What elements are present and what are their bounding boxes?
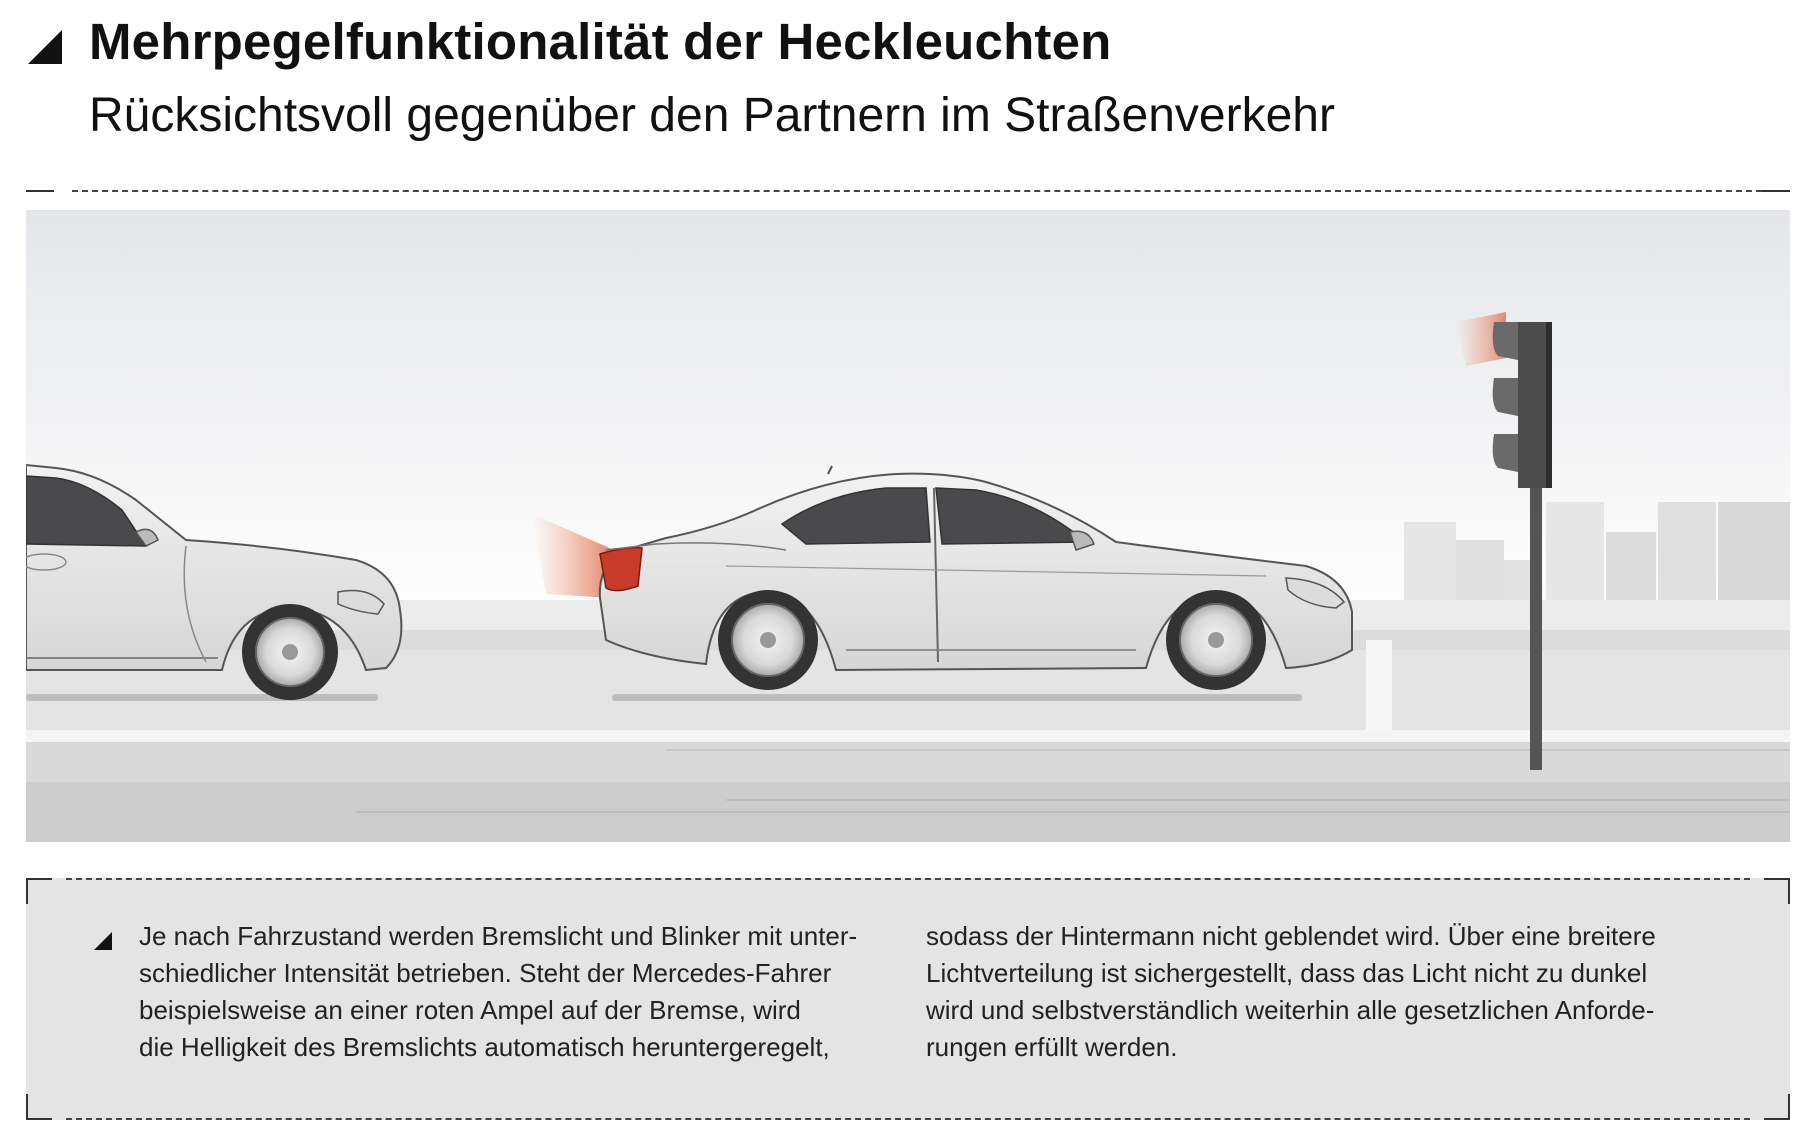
text-line: beispielsweise an einer roten Ampel auf der Bremse, wird (139, 995, 801, 1025)
text-line: sodass der Hintermann nicht geblendet wird. Über eine breitere (926, 921, 1656, 951)
page-title: Mehrpegelfunktionalität der Heckleuchten (89, 13, 1112, 70)
tail-light (600, 548, 642, 591)
text-line: rungen erfüllt werden. (926, 1032, 1178, 1062)
bullet-triangle-icon (94, 932, 112, 950)
text-line: wird und selbstverständlich weiterhin alle gesetzlichen Anforde- (926, 995, 1655, 1025)
text-line: schiedlicher Intensität betrieben. Steht der Mercedes-Fahrer (139, 958, 832, 988)
description-box (26, 878, 1790, 1120)
text-line: Je nach Fahrzustand werden Bremslicht und Blinker mit unter- (139, 921, 858, 951)
description-column-2 (926, 918, 1656, 1066)
page-subtitle: Rücksichtsvoll gegenüber den Partnern im Straßenverkehr (89, 89, 1335, 142)
title-marker-icon (28, 30, 62, 64)
text-line: Lichtverteilung ist sichergestellt, dass das Licht nicht zu dunkel (926, 958, 1648, 988)
description-column-1 (139, 918, 857, 1066)
illustration (26, 210, 1790, 842)
text-line: die Helligkeit des Bremslichts automatisch heruntergeregelt, (139, 1032, 830, 1062)
